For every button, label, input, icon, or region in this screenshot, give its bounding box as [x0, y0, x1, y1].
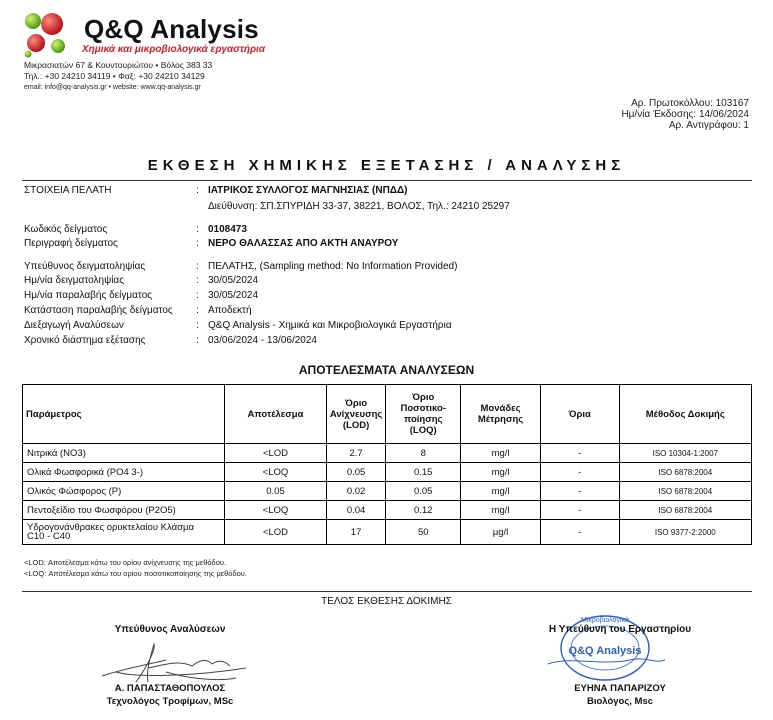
cell-parameter: Νιτρικά (NO3) — [23, 444, 225, 463]
note-lod: <LOD: Αποτέλεσμα κάτω του ορίου ανίχνευσης της μεθόδου. — [24, 558, 227, 567]
issue-date: Ημ/νία Έκδοσης: 14/06/2024 — [621, 109, 749, 120]
sample-description: ΝΕΡΟ ΘΑΛΑΣΣΑΣ ΑΠΟ ΑΚΤΗ ΑΝΑΥΡΟΥ — [208, 238, 399, 249]
right-signatory-name: ΕΥΗΝΑ ΠΑΠΑΡΙΖΟΥ — [574, 683, 666, 694]
cell-method: ISO 6878:2004 — [619, 501, 751, 520]
cell-unit: mg/l — [461, 482, 541, 501]
cell-parameter: Πεντοξείδιο του Φωσφόρου (P2O5) — [23, 501, 225, 520]
col-header-loq — [386, 385, 461, 444]
param-line: Υδρογονάνθρακες ορυκτελαίου Κλάσμα — [27, 522, 194, 533]
cell-limits: - — [540, 463, 619, 482]
header-line: Ανίχνευσης — [329, 408, 383, 420]
report-references — [621, 98, 749, 131]
col-header-lod — [326, 385, 385, 444]
left-signatory-title: Υπεύθυνος Αναλύσεων — [114, 624, 226, 635]
stamp-top-text: Μικροβιολογικά — [581, 617, 629, 624]
cell-loq: 0.05 — [386, 482, 461, 501]
table-row — [23, 444, 752, 463]
header-line: Όριο — [345, 397, 368, 409]
cell-unit: mg/l — [461, 463, 541, 482]
col-header-method: Μέθοδος Δοκιμής — [619, 385, 751, 444]
cell-unit: mg/l — [461, 501, 541, 520]
colon: : — [196, 305, 199, 316]
report-title: ΕΚΘΕΣΗ ΧΗΜΙΚΗΣ ΕΞΕΤΑΣΗΣ / ΑΝΑΛΥΣΗΣ — [147, 157, 626, 174]
cell-method: ISO 10304-1:2007 — [619, 444, 751, 463]
colon: : — [196, 275, 199, 286]
company-address: Μικρασιατών 67 & Κουντουριώτου • Βόλος 383 33 — [24, 60, 213, 70]
note-loq: <LOQ: Αποτέλεσμα κάτω του ορίου ποσοτικοποίησης της μεθόδου. — [24, 569, 247, 578]
cell-lod: 17 — [326, 520, 385, 545]
right-signatory-role: Βιολόγος, Msc — [586, 696, 654, 707]
colon: : — [196, 224, 199, 235]
header-line: Ποσοτικο- — [400, 403, 446, 414]
left-signatory-name: Α. ΠΑΠΑΣΤΑΘΟΠΟΥΛΟΣ — [114, 683, 226, 694]
cell-parameter: Ολικός Φώσφορος (P) — [23, 482, 225, 501]
cell-method: ISO 6878:2004 — [619, 482, 751, 501]
company-phone: Τηλ.: +30 24210 34119 • Φαξ: +30 24210 34129 — [24, 71, 205, 81]
detail-value: Q&Q Analysis - Χημικά και Μικροβιολογικά Εργαστήρια — [208, 320, 452, 331]
detail-value: 03/06/2024 - 13/06/2024 — [208, 335, 317, 346]
detail-label: Ημ/νία παραλαβής δείγματος — [24, 290, 153, 301]
cell-limits: - — [540, 444, 619, 463]
cell-loq: 0.15 — [386, 463, 461, 482]
detail-label: Διεξαγωγή Αναλύσεων — [24, 320, 124, 331]
client-name: ΙΑΤΡΙΚΟΣ ΣΥΛΛΟΓΟΣ ΜΑΓΝΗΣΙΑΣ (ΝΠΔΔ) — [208, 185, 408, 196]
cell-lod: 0.05 — [326, 463, 385, 482]
cell-loq: 0.12 — [386, 501, 461, 520]
cell-unit: mg/l — [461, 444, 541, 463]
cell-lod: 0.04 — [326, 501, 385, 520]
right-signatory-title: Η Υπεύθυνη του Εργαστηρίου — [548, 624, 692, 635]
header-line: Μονάδες — [480, 403, 521, 414]
colon: : — [196, 320, 199, 331]
cell-lod: 0.02 — [326, 482, 385, 501]
client-address: Διεύθυνση: ΣΠ.ΣΠΥΡΙΔΗ 33-37, 38221, ΒΟΛΟΣ, Τηλ.: 24210 25297 — [208, 201, 510, 212]
cell-result: <LOQ — [225, 463, 327, 482]
laboratory-stamp — [540, 604, 670, 684]
col-header-limits: Όρια — [540, 385, 619, 444]
sample-desc-label: Περιγραφή δείγματος — [24, 238, 118, 249]
table-header-row — [23, 385, 752, 444]
param-line: C10 - C40 — [27, 531, 71, 542]
table-row — [23, 463, 752, 482]
cell-method: ISO 6878:2004 — [619, 463, 751, 482]
col-header-unit — [461, 385, 541, 444]
detail-value: 30/05/2024 — [208, 290, 259, 301]
cell-parameter: Ολικά Φωσφορικά (PO4 3-) — [23, 463, 225, 482]
company-logo — [22, 10, 72, 58]
header-line: (LOQ) — [409, 425, 437, 436]
cell-limits: - — [540, 520, 619, 545]
brand-name: Q&Q Analysis — [84, 14, 259, 44]
stamp-center-text: Q&Q Analysis — [568, 645, 642, 657]
cell-lod: 2.7 — [326, 444, 385, 463]
header-line: (LOD) — [342, 419, 370, 431]
colon: : — [196, 290, 199, 301]
detail-value: ΠΕΛΑΤΗΣ, (Sampling method: No Information Provided) — [208, 261, 458, 272]
left-signatory-role: Τεχνολόγος Τροφίμων, MSc — [106, 696, 234, 707]
table-row — [23, 501, 752, 520]
cell-limits: - — [540, 501, 619, 520]
colon: : — [196, 185, 199, 196]
end-of-report: ΤΕΛΟΣ ΕΚΘΕΣΗΣ ΔΟΚΙΜΗΣ — [321, 596, 452, 607]
detail-value: Αποδεκτή — [208, 305, 252, 316]
colon: : — [196, 261, 199, 272]
cell-loq: 50 — [386, 520, 461, 545]
header-line: Μέτρησης — [477, 414, 524, 425]
cell-loq: 8 — [386, 444, 461, 463]
cell-unit: μg/l — [461, 520, 541, 545]
detail-label: Υπεύθυνος δειγματοληψίας — [24, 261, 146, 272]
brand-subtitle: Χημικά και μικροβιολογικά εργαστήρια — [82, 44, 266, 55]
detail-label: Χρονικό διάστημα εξέτασης — [24, 335, 146, 346]
header-line: ποίησης — [403, 414, 443, 425]
copy-number: Αρ. Αντιγράφου: 1 — [668, 120, 749, 131]
cell-method: ISO 9377-2:2000 — [619, 520, 751, 545]
cell-result: <LOD — [225, 520, 327, 545]
client-label: ΣΤΟΙΧΕΙΑ ΠΕΛΑΤΗ — [24, 185, 112, 196]
header-line: Όριο — [412, 392, 435, 403]
detail-value: 30/05/2024 — [208, 275, 259, 286]
end-divider — [22, 591, 752, 592]
results-title: ΑΠΟΤΕΛΕΣΜΑΤΑ ΑΝΑΛΥΣΕΩΝ — [298, 363, 475, 377]
detail-label: Κατάσταση παραλαβής δείγματος — [24, 305, 173, 316]
sample-code-label: Κωδικός δείγματος — [24, 224, 108, 235]
title-divider — [22, 180, 752, 181]
col-header-result: Αποτέλεσμα — [225, 385, 327, 444]
detail-label: Ημ/νία δειγματοληψίας — [24, 275, 125, 286]
cell-result: <LOQ — [225, 501, 327, 520]
cell-parameter — [23, 520, 225, 545]
cell-limits: - — [540, 482, 619, 501]
colon: : — [196, 335, 199, 346]
col-header-parameter: Παράμετρος — [23, 385, 225, 444]
table-row — [23, 520, 752, 545]
protocol-number: Αρ. Πρωτοκόλλου: 103167 — [631, 98, 749, 109]
cell-result: 0.05 — [225, 482, 327, 501]
table-row — [23, 482, 752, 501]
company-email: email: info@qq-analysis.gr • website: www.qq-analysis.gr — [24, 84, 201, 91]
cell-result: <LOD — [225, 444, 327, 463]
results-table — [22, 384, 752, 545]
colon: : — [196, 238, 199, 249]
sample-code: 0108473 — [208, 224, 247, 235]
